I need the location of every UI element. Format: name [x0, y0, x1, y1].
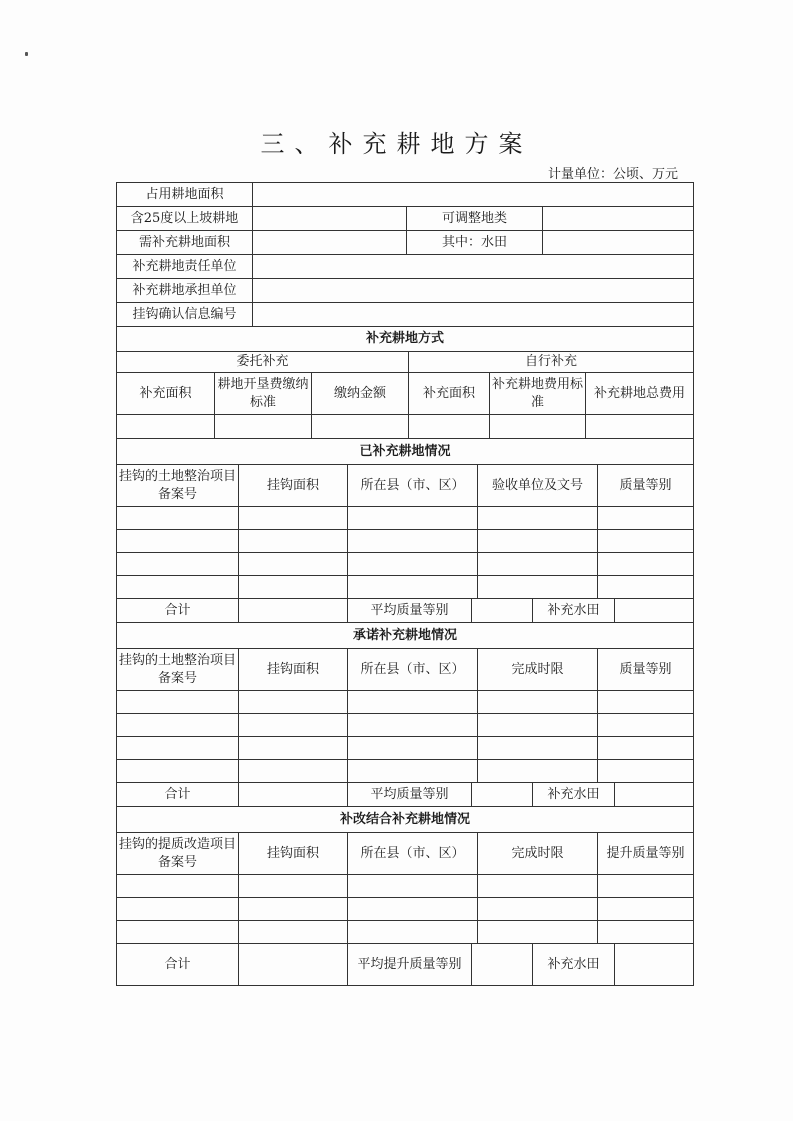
label-avg-grade: 平均质量等别 [348, 783, 472, 807]
field-paddy[interactable] [615, 783, 694, 807]
promised-total-table [116, 782, 694, 807]
label-paddy: 其中：水田 [407, 231, 543, 255]
table-cell[interactable] [215, 415, 312, 439]
label-paddy: 补充水田 [533, 599, 615, 623]
label-total: 合计 [117, 599, 239, 623]
basic-info-table [116, 182, 694, 327]
section-heading-improve: 补改结合补充耕地情况 [117, 807, 694, 833]
done-total-table [116, 598, 694, 623]
field-paddy[interactable] [543, 231, 694, 255]
table-row [117, 691, 694, 714]
col-header: 挂钩面积 [239, 649, 348, 691]
improve-table [116, 806, 694, 944]
field-avg-improve-grade[interactable] [472, 944, 533, 986]
col-header: 所在县（市、区） [348, 833, 478, 875]
col-header: 补充耕地费用标准 [490, 373, 586, 415]
table-row [117, 576, 694, 599]
improve-total-table [116, 943, 694, 986]
field-total[interactable] [239, 944, 348, 986]
col-header: 补充面积 [409, 373, 490, 415]
page-title: 三、补充耕地方案 [260, 130, 533, 158]
field-slope-25[interactable] [253, 207, 407, 231]
table-row [117, 898, 694, 921]
label-avg-grade: 平均质量等别 [348, 599, 472, 623]
field-paddy[interactable] [615, 599, 694, 623]
col-header: 完成时限 [478, 649, 598, 691]
label-avg-improve-grade: 平均提升质量等别 [348, 944, 472, 986]
col-header: 质量等别 [598, 465, 694, 507]
table-cell[interactable] [490, 415, 586, 439]
field-avg-grade[interactable] [472, 599, 533, 623]
section-heading-done: 已补充耕地情况 [117, 439, 694, 465]
col-header: 补充面积 [117, 373, 215, 415]
method-table [116, 326, 694, 439]
table-row [117, 553, 694, 576]
col-header: 挂钩面积 [239, 465, 348, 507]
col-header: 挂钩的土地整治项目备案号 [117, 649, 239, 691]
label-total: 合计 [117, 944, 239, 986]
col-header: 挂钩的提质改造项目备案号 [117, 833, 239, 875]
field-responsible-unit[interactable] [253, 255, 694, 279]
field-total[interactable] [239, 783, 348, 807]
field-link-code[interactable] [253, 303, 694, 327]
col-header: 验收单位及文号 [478, 465, 598, 507]
table-cell[interactable] [586, 415, 694, 439]
col-header: 提升质量等别 [598, 833, 694, 875]
field-total[interactable] [239, 599, 348, 623]
table-cell[interactable] [409, 415, 490, 439]
section-heading-promised: 承诺补充耕地情况 [117, 623, 694, 649]
col-header: 完成时限 [478, 833, 598, 875]
col-header: 挂钩的土地整治项目备案号 [117, 465, 239, 507]
label-adjustable: 可调整地类 [407, 207, 543, 231]
label-paddy: 补充水田 [533, 944, 615, 986]
label-link-code: 挂钩确认信息编号 [117, 303, 253, 327]
table-cell[interactable] [312, 415, 409, 439]
col-header: 耕地开垦费缴纳标准 [215, 373, 312, 415]
col-header: 所在县（市、区） [348, 465, 478, 507]
col-header: 挂钩面积 [239, 833, 348, 875]
field-occupied-area[interactable] [253, 183, 694, 207]
field-adjustable[interactable] [543, 207, 694, 231]
table-cell[interactable] [117, 415, 215, 439]
field-paddy[interactable] [615, 944, 694, 986]
col-header: 所在县（市、区） [348, 649, 478, 691]
label-paddy: 补充水田 [533, 783, 615, 807]
col-header: 缴纳金额 [312, 373, 409, 415]
table-row [117, 921, 694, 944]
form-sheet [116, 182, 693, 986]
label-entrusted: 委托补充 [117, 352, 409, 373]
section-heading-method: 补充耕地方式 [117, 327, 694, 352]
table-row [117, 737, 694, 760]
label-total: 合计 [117, 783, 239, 807]
field-avg-grade[interactable] [472, 783, 533, 807]
table-row [117, 507, 694, 530]
field-required-area[interactable] [253, 231, 407, 255]
field-undertaking-unit[interactable] [253, 279, 694, 303]
label-required-area: 需补充耕地面积 [117, 231, 253, 255]
done-table [116, 438, 694, 599]
scan-speck [25, 52, 28, 56]
table-row [117, 714, 694, 737]
label-occupied-area: 占用耕地面积 [117, 183, 253, 207]
table-row [117, 530, 694, 553]
col-header: 质量等别 [598, 649, 694, 691]
unit-note: 计量单位：公顷、万元 [547, 167, 678, 182]
label-self: 自行补充 [409, 352, 694, 373]
label-slope-25: 含25度以上坡耕地 [117, 207, 253, 231]
col-header: 补充耕地总费用 [586, 373, 694, 415]
label-undertaking-unit: 补充耕地承担单位 [117, 279, 253, 303]
table-row [117, 875, 694, 898]
promised-table [116, 622, 694, 783]
table-row [117, 760, 694, 783]
label-responsible-unit: 补充耕地责任单位 [117, 255, 253, 279]
